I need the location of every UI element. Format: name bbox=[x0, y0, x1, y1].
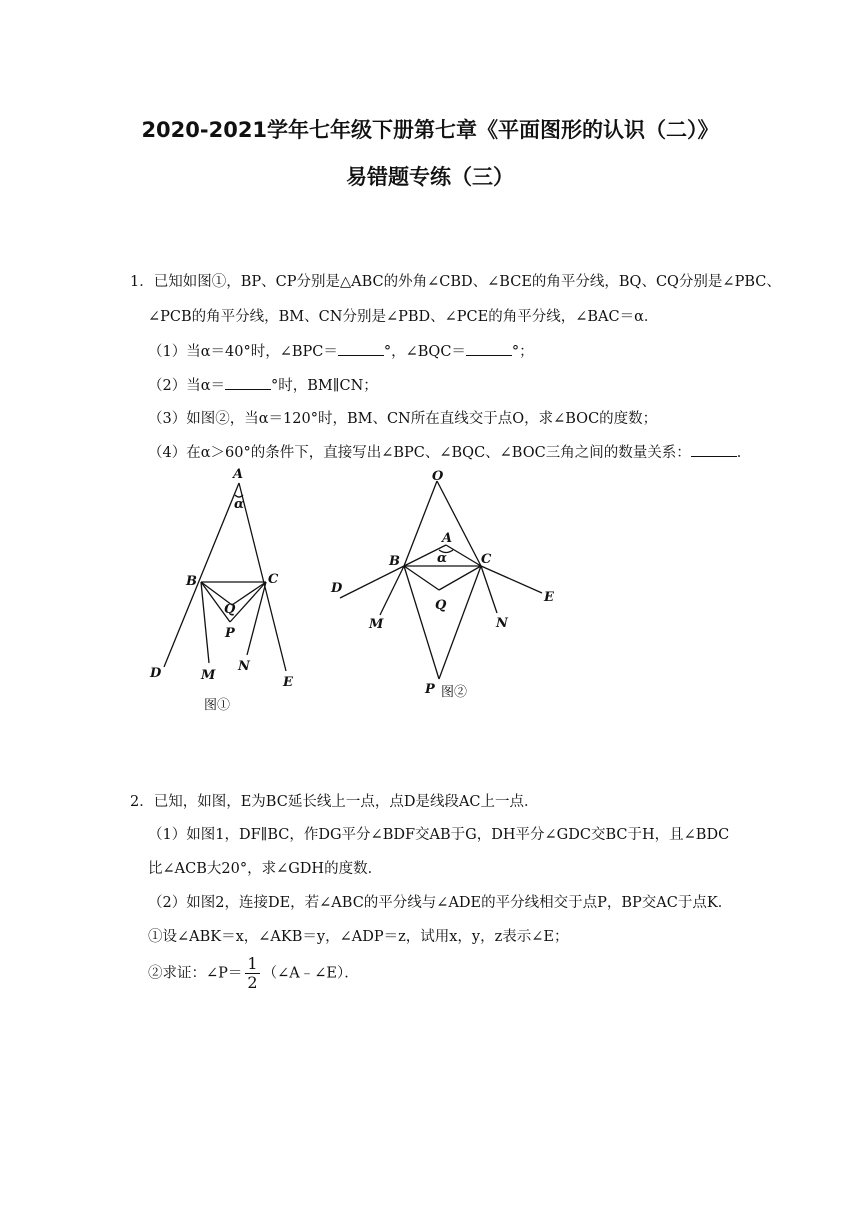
q2-intro: 2．已知，如图，E为BC延长线上一点，点D是线段AC上一点． bbox=[130, 794, 539, 810]
answer-blank[interactable] bbox=[338, 343, 384, 356]
line-BM bbox=[201, 582, 209, 663]
label-Q: Q bbox=[435, 598, 447, 613]
line-CN bbox=[481, 566, 497, 613]
q1-part2 bbox=[148, 374, 378, 395]
q1-part2-text-a: （2）当α＝ bbox=[148, 378, 226, 394]
label-P: P bbox=[225, 626, 235, 641]
q1-intro-line1: 1．已知如图①，BP、CP分别是△ABC的外角∠CBD、∠BCE的角平分线，BQ、CQ分别是∠PBC、 bbox=[130, 274, 781, 290]
line-CQ bbox=[439, 566, 481, 590]
label-N: N bbox=[238, 659, 250, 674]
q1-part4-text-b: ． bbox=[736, 445, 752, 461]
q1-part1 bbox=[148, 340, 534, 361]
label-C: C bbox=[481, 552, 492, 567]
label-N: N bbox=[496, 616, 508, 631]
label-Q: Q bbox=[224, 602, 236, 617]
label-B: B bbox=[389, 554, 400, 569]
line-BO bbox=[404, 481, 437, 566]
q2-part2-ii-text-a: ②求证：∠P＝ bbox=[148, 965, 243, 982]
q1-part4-text-a: （4）在α＞60°的条件下，直接写出∠BPC、∠BQC、∠BOC三角之间的数量关系： bbox=[148, 445, 691, 461]
q2-part1-line1: （1）如图1，DF∥BC，作DG平分∠BDF交AB于G，DH平分∠GDC交BC于H，且∠BDC bbox=[148, 827, 730, 843]
label-alpha: α bbox=[437, 551, 448, 566]
answer-blank[interactable] bbox=[466, 343, 512, 356]
fraction-denominator: 2 bbox=[247, 973, 258, 992]
fraction-one-half bbox=[245, 955, 259, 992]
q2-part2-ii-text-b: （∠A﹣∠E）． bbox=[262, 965, 359, 982]
line-AE bbox=[239, 483, 286, 671]
label-P: P bbox=[425, 682, 435, 697]
q1-part3: （3）如图②，当α＝120°时，BM、CN所在直线交于点O，求∠BOC的度数； bbox=[148, 411, 658, 427]
label-E: E bbox=[544, 590, 554, 605]
line-BP bbox=[404, 566, 439, 679]
label-M: M bbox=[201, 668, 216, 683]
figure-1 bbox=[140, 465, 320, 725]
answer-blank[interactable] bbox=[691, 444, 737, 457]
figure-2-caption: 图② bbox=[441, 685, 468, 700]
figure-2 bbox=[320, 465, 570, 710]
label-D: D bbox=[331, 581, 343, 596]
document-title-line1: 2020-2021学年七年级下册第七章《平面图形的认识（二）》 bbox=[141, 118, 719, 142]
q2-part2-i: ①设∠ABK＝x，∠AKB＝y，∠ADP＝z，试用x，y，z表示∠E； bbox=[148, 929, 569, 945]
label-E: E bbox=[283, 675, 293, 690]
line-CE bbox=[481, 566, 542, 593]
line-BM bbox=[380, 566, 404, 615]
q1-part1-text-a: （1）当α＝40°时，∠BPC＝ bbox=[148, 344, 338, 360]
q1-part4 bbox=[148, 441, 751, 462]
q1-part1-text-b: °，∠BQC＝ bbox=[383, 344, 466, 360]
label-alpha: α bbox=[234, 497, 245, 512]
document-title-line2: 易错题专练（三） bbox=[346, 165, 514, 189]
figure-1-caption: 图① bbox=[204, 698, 231, 713]
line-BD bbox=[340, 566, 404, 598]
line-BQ bbox=[404, 566, 439, 590]
label-M: M bbox=[369, 617, 384, 632]
label-O: O bbox=[432, 469, 444, 484]
q1-part2-text-b: °时，BM∥CN； bbox=[271, 378, 378, 394]
label-D: D bbox=[150, 666, 162, 681]
q1-intro-line2: ∠PCB的角平分线，BM、CN分别是∠PBD、∠PCE的角平分线，∠BAC＝α． bbox=[148, 309, 659, 325]
label-A: A bbox=[233, 467, 244, 482]
q2-part1-line2: 比∠ACB大20°，求∠GDH的度数． bbox=[148, 861, 383, 877]
fraction-numerator: 1 bbox=[247, 954, 258, 973]
q1-part1-text-c: °； bbox=[511, 344, 534, 360]
label-B: B bbox=[186, 574, 197, 589]
label-A: A bbox=[442, 531, 453, 546]
q2-part2: （2）如图2，连接DE，若∠ABC的平分线与∠ADE的平分线相交于点P，BP交AC于点K． bbox=[148, 895, 733, 911]
answer-blank[interactable] bbox=[225, 377, 271, 390]
q2-part2-ii bbox=[148, 955, 359, 992]
label-C: C bbox=[268, 572, 279, 587]
line-CP bbox=[439, 566, 481, 679]
